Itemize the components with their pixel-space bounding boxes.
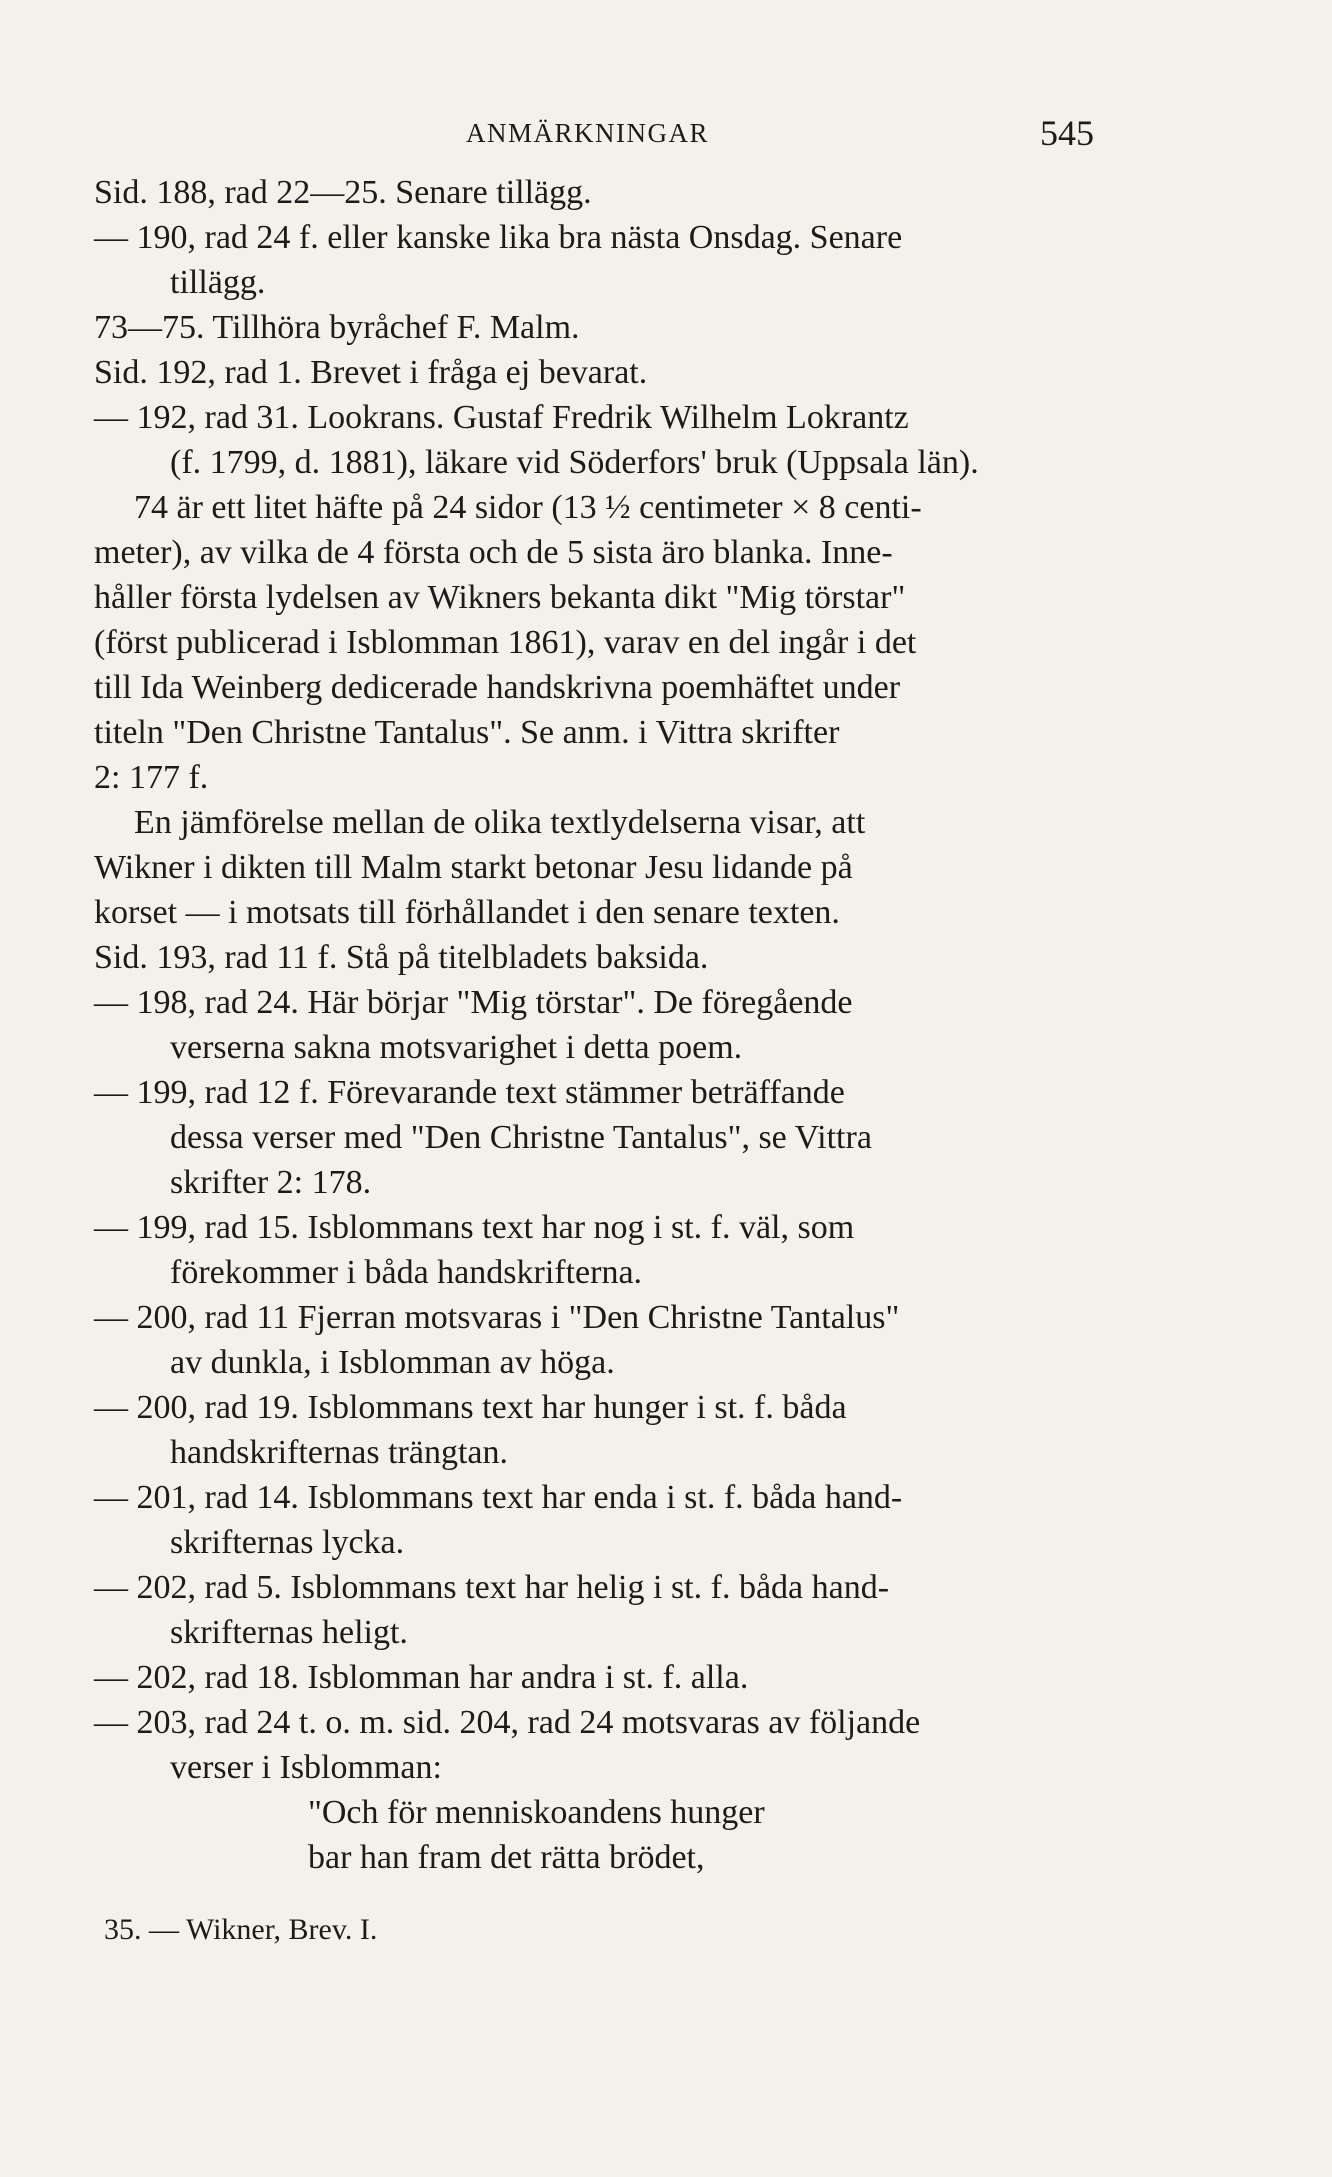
note-entry [94,1205,1124,1295]
note-entry [94,1385,1124,1475]
text-line: verserna sakna motsvarighet i detta poem. [170,1029,743,1066]
text-line: håller första lydelsen av Wikners bekanta dikt "Mig törstar" [94,579,906,616]
text-line: (f. 1799, d. 1881), läkare vid Söderfors' bruk (Uppsala län). [170,444,979,481]
note-entry [94,1475,1124,1565]
text-line: till Ida Weinberg dedicerade handskrivna poemhäftet under [94,669,901,706]
text-line: — 202, rad 5. Isblommans text har helig i st. f. båda hand- [94,1569,890,1606]
text-line: 74 är ett litet häfte på 24 sidor (13 ½ centimeter × 8 centi- [134,489,922,526]
note-entry [94,980,1124,1070]
text-line: — 199, rad 12 f. Förevarande text stämmer beträffande [94,1074,845,1111]
text-line: 73—75. Tillhöra byråchef F. Malm. [94,309,580,346]
text-line: — 190, rad 24 f. eller kanske lika bra nästa Onsdag. Senare [94,219,903,256]
text-line: skrifter 2: 178. [170,1164,372,1201]
page-number: 545 [1040,113,1094,153]
note-entry [94,1700,1124,1790]
verse-quote [94,1790,1124,1880]
text-line: — 192, rad 31. Lookrans. Gustaf Fredrik Wilhelm Lokrantz [94,399,909,436]
text-line: — 200, rad 11 Fjerran motsvaras i "Den Christne Tantalus" [94,1299,900,1336]
running-head: ANMÄRKNINGAR [466,118,710,148]
text-line: av dunkla, i Isblomman av höga. [170,1344,615,1381]
text-line: En jämförelse mellan de olika textlydelserna visar, att [134,804,866,841]
text-line: — 203, rad 24 t. o. m. sid. 204, rad 24 motsvaras av följande [94,1704,921,1741]
note-entry [94,1655,1124,1700]
page-header [0,112,1332,162]
note-entry [94,395,1124,485]
text-line: Wikner i dikten till Malm starkt betonar Jesu lidande på [94,849,853,886]
note-entry [94,1295,1124,1385]
text-line: — 198, rad 24. Här börjar "Mig törstar". De föregående [94,984,853,1021]
note-entry [94,215,1124,305]
text-line: förekommer i båda handskrifterna. [170,1254,643,1291]
text-line: verser i Isblomman: [170,1749,442,1786]
text-line: Sid. 188, rad 22—25. Senare tillägg. [94,174,592,211]
signature-footer: 35. — Wikner, Brev. I. [104,1913,378,1946]
text-line: skrifternas lycka. [170,1524,405,1561]
text-line: 2: 177 f. [94,759,209,796]
text-line: — 201, rad 14. Isblommans text har enda i st. f. båda hand- [94,1479,903,1516]
note-entry [94,1070,1124,1205]
paragraph-comparison [94,800,1124,935]
text-line: — 202, rad 18. Isblomman har andra i st. f. alla. [94,1659,749,1696]
note-entry [94,1565,1124,1655]
text-line: Sid. 192, rad 1. Brevet i fråga ej bevarat. [94,354,648,391]
text-line: tillägg. [170,264,266,301]
text-line: (först publicerad i Isblomman 1861), varav en del ingår i det [94,624,917,661]
text-line: handskrifternas trängtan. [170,1434,508,1471]
text-line: dessa verser med "Den Christne Tantalus", se Vittra [170,1119,872,1156]
note-entry [94,350,1124,395]
text-line: skrifternas heligt. [170,1614,408,1651]
note-entry [94,305,1124,350]
verse-line: "Och för menniskoandens hunger [308,1794,765,1831]
note-entry [94,170,1124,215]
text-line: meter), av vilka de 4 första och de 5 sista äro blanka. Inne- [94,534,893,571]
text-line: titeln "Den Christne Tantalus". Se anm. i Vittra skrifter [94,714,840,751]
notes-body [94,170,1124,1880]
text-line: — 200, rad 19. Isblommans text har hunger i st. f. båda [94,1389,847,1426]
text-line: korset — i motsats till förhållandet i den senare texten. [94,894,840,931]
text-line: Sid. 193, rad 11 f. Stå på titelbladets baksida. [94,939,709,976]
note-entry [94,935,1124,980]
verse-line: bar han fram det rätta brödet, [308,1839,705,1876]
text-line: — 199, rad 15. Isblommans text har nog i st. f. väl, som [94,1209,855,1246]
paragraph-letter-74 [94,485,1124,800]
